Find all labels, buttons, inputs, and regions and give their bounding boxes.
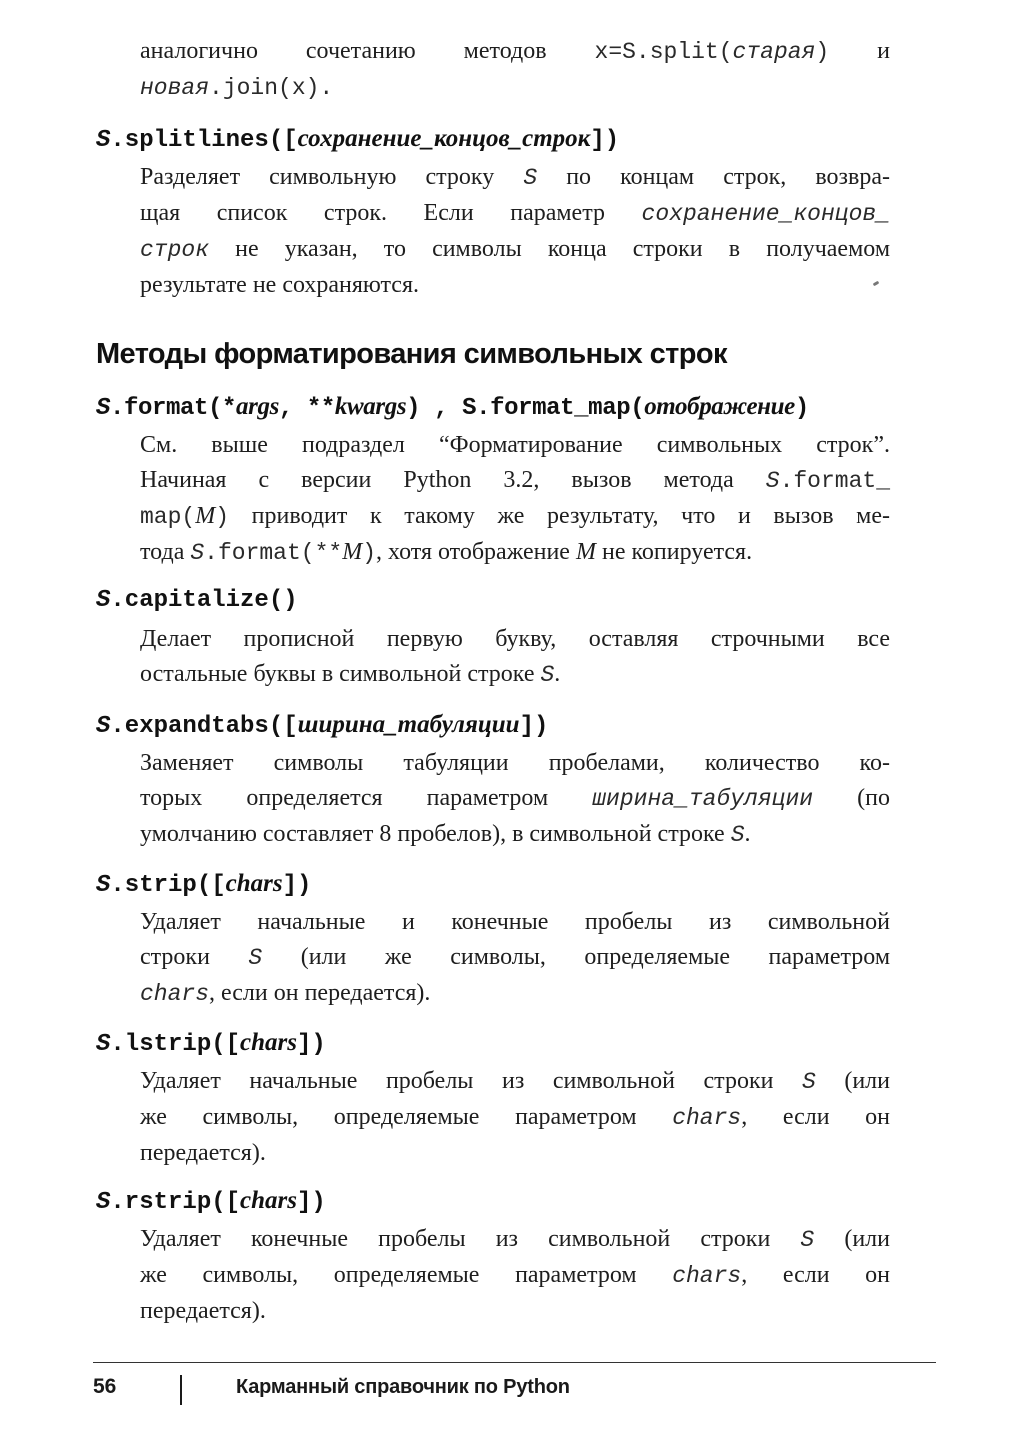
desc-text: Разделяет символьную строку [140, 164, 524, 190]
desc-code: S [190, 540, 205, 566]
desc-line [140, 622, 890, 657]
desc-line [140, 781, 890, 817]
desc-code: .format_ [779, 468, 890, 494]
sig-method: , ** [278, 395, 335, 422]
desc-code: M [342, 539, 363, 565]
desc-text: Делает прописной первую букву, оставляя строчными все [140, 626, 890, 652]
desc-line [140, 940, 890, 976]
desc-code: сохранение_концов_ [641, 201, 890, 227]
sig-method: .splitlines([ [110, 127, 298, 154]
desc-code: M [195, 503, 216, 529]
sig-method: .capitalize() [110, 587, 298, 614]
sig-end: ]) [297, 1189, 326, 1216]
desc-text: (или [814, 1226, 890, 1252]
splitlines-description [140, 160, 890, 303]
desc-code: map( [140, 504, 196, 530]
sig-param: kwargs [334, 393, 407, 420]
footer-separator [180, 1375, 182, 1405]
sig-object: S [96, 127, 111, 154]
footer-divider [93, 1362, 936, 1363]
desc-text: , если он [741, 1262, 890, 1288]
desc-line [140, 1222, 890, 1258]
desc-line [140, 976, 890, 1012]
sig-object: S [96, 1189, 111, 1216]
sig-method: .expandtabs([ [110, 713, 298, 740]
intro-code-close: ) [815, 39, 830, 65]
desc-text: приводит к такому же результату, что и вызов ме- [229, 503, 890, 529]
desc-line [140, 160, 890, 196]
intro-line-1 [140, 34, 890, 70]
intro-text: аналогично сочетанию методов [140, 38, 595, 64]
strip-description [140, 905, 890, 1012]
sig-method: .strip([ [110, 872, 226, 899]
desc-text: (или же символы, определяемые параметром [262, 944, 891, 970]
desc-text: Начиная с версии Python 3.2, вызов метода [140, 467, 766, 493]
rstrip-description [140, 1222, 890, 1329]
desc-text: , если он передается). [209, 980, 431, 1006]
desc-line [140, 428, 890, 463]
intro-text-end: и [829, 38, 890, 64]
lstrip-description [140, 1064, 890, 1171]
running-footer-title: Карманный справочник по Python [236, 1376, 570, 1398]
method-signature-rstrip [96, 1186, 936, 1218]
method-signature-expandtabs [96, 710, 936, 742]
sig-method: .format(* [110, 395, 237, 422]
sig-end: ]) [297, 1031, 326, 1058]
desc-text: (по [813, 785, 890, 811]
desc-code: S [765, 468, 780, 494]
intro-code: x=S.split( [594, 39, 733, 65]
expandtabs-description [140, 746, 890, 853]
method-signature-strip [96, 869, 936, 901]
desc-text: строки [140, 944, 249, 970]
desc-line [140, 535, 890, 571]
desc-line [140, 905, 890, 940]
desc-line [140, 268, 890, 303]
desc-text: . [744, 821, 751, 847]
desc-text: же символы, определяемые параметром [140, 1262, 673, 1288]
desc-text: же символы, определяемые параметром [140, 1104, 673, 1130]
desc-line [140, 746, 890, 781]
desc-line [140, 196, 890, 232]
desc-text: Заменяет символы табуляции пробелами, количество ко- [140, 750, 890, 776]
desc-code: S [800, 1227, 815, 1253]
desc-text: тода [140, 539, 191, 565]
desc-text: (или [815, 1068, 890, 1094]
sig-method: .lstrip([ [110, 1031, 241, 1058]
desc-text: Удаляет начальные и конечные пробелы из символьной [140, 909, 890, 935]
desc-code: chars [672, 1263, 742, 1289]
sig-end: ) [794, 395, 809, 422]
desc-line [140, 463, 890, 499]
desc-code: ширина_табуляции [592, 786, 814, 812]
method-signature-capitalize [96, 586, 936, 616]
method-signature-splitlines [96, 124, 936, 156]
desc-line [140, 232, 890, 268]
desc-text: Удаляет конечные пробелы из символьной строки [140, 1226, 801, 1252]
section-heading: Методы форматирования символьных строк [96, 338, 727, 370]
sig-param: ширина_табуляции [297, 711, 520, 738]
desc-code: S [540, 662, 555, 688]
sig-param: сохранение_концов_строк [297, 125, 591, 152]
desc-code: S [801, 1069, 816, 1095]
intro-code-param: старая [732, 39, 816, 65]
desc-code: chars [672, 1105, 742, 1131]
desc-line [140, 1136, 890, 1171]
sig-end: ]) [519, 713, 549, 740]
desc-text: , если он [741, 1104, 890, 1130]
desc-code: .format(** [204, 540, 343, 566]
sig-object: S [96, 587, 111, 614]
desc-code: S [248, 945, 263, 971]
sig-param: chars [240, 1029, 297, 1056]
desc-code: M [575, 539, 596, 565]
desc-text: по концам строк, возвра- [537, 164, 890, 190]
desc-line [140, 657, 890, 693]
desc-text: не указан, то символы конца строки в получаемом [209, 236, 890, 262]
sig-end: ]) [282, 872, 312, 899]
desc-text: торых определяется параметром [140, 785, 593, 811]
page-number: 56 [93, 1375, 117, 1398]
sig-param: args [236, 393, 279, 420]
desc-text: . [554, 661, 561, 687]
intro-code: .join(x). [209, 75, 334, 101]
desc-code: chars [140, 981, 210, 1007]
sig-method: .rstrip([ [110, 1189, 241, 1216]
intro-paragraph [140, 34, 890, 106]
desc-text: Удаляет начальные пробелы из символьной строки [140, 1068, 802, 1094]
sig-object: S [96, 872, 111, 899]
desc-text: не копируется. [595, 539, 753, 565]
intro-line-2 [140, 70, 890, 106]
desc-line [140, 817, 890, 853]
sig-object: S [96, 713, 111, 740]
desc-line [140, 1258, 890, 1294]
desc-text: передается). [140, 1298, 266, 1324]
desc-line [140, 1064, 890, 1100]
desc-text: результате не сохраняются. [140, 272, 419, 298]
sig-param: chars [225, 870, 283, 897]
format-description [140, 428, 890, 571]
desc-line [140, 1100, 890, 1136]
sig-end: ]) [590, 127, 620, 154]
sig-method: ) , S.format_map( [406, 395, 645, 422]
sig-param: chars [240, 1187, 297, 1214]
method-signature-format [96, 392, 936, 424]
sig-object: S [96, 395, 111, 422]
desc-text: , хотя отображение [376, 539, 576, 565]
desc-text: См. выше подраздел “Форматирование символьных строк”. [140, 432, 890, 458]
desc-line [140, 499, 890, 535]
desc-code: S [730, 822, 745, 848]
method-signature-lstrip [96, 1028, 936, 1060]
desc-text: умолчанию составляет 8 пробелов), в символьной строке [140, 821, 731, 847]
desc-code: ) [215, 504, 230, 530]
desc-text: щая список строк. Если параметр [140, 200, 642, 226]
intro-code-param: новая [140, 75, 210, 101]
capitalize-description [140, 622, 890, 693]
desc-code: S [523, 165, 538, 191]
desc-text: остальные буквы в символьной строке [140, 661, 541, 687]
desc-code: ) [362, 540, 376, 566]
desc-line [140, 1294, 890, 1329]
desc-code: строк [140, 237, 210, 263]
sig-param: отображение [644, 393, 795, 420]
desc-text: передается). [140, 1140, 266, 1166]
sig-object: S [96, 1031, 111, 1058]
